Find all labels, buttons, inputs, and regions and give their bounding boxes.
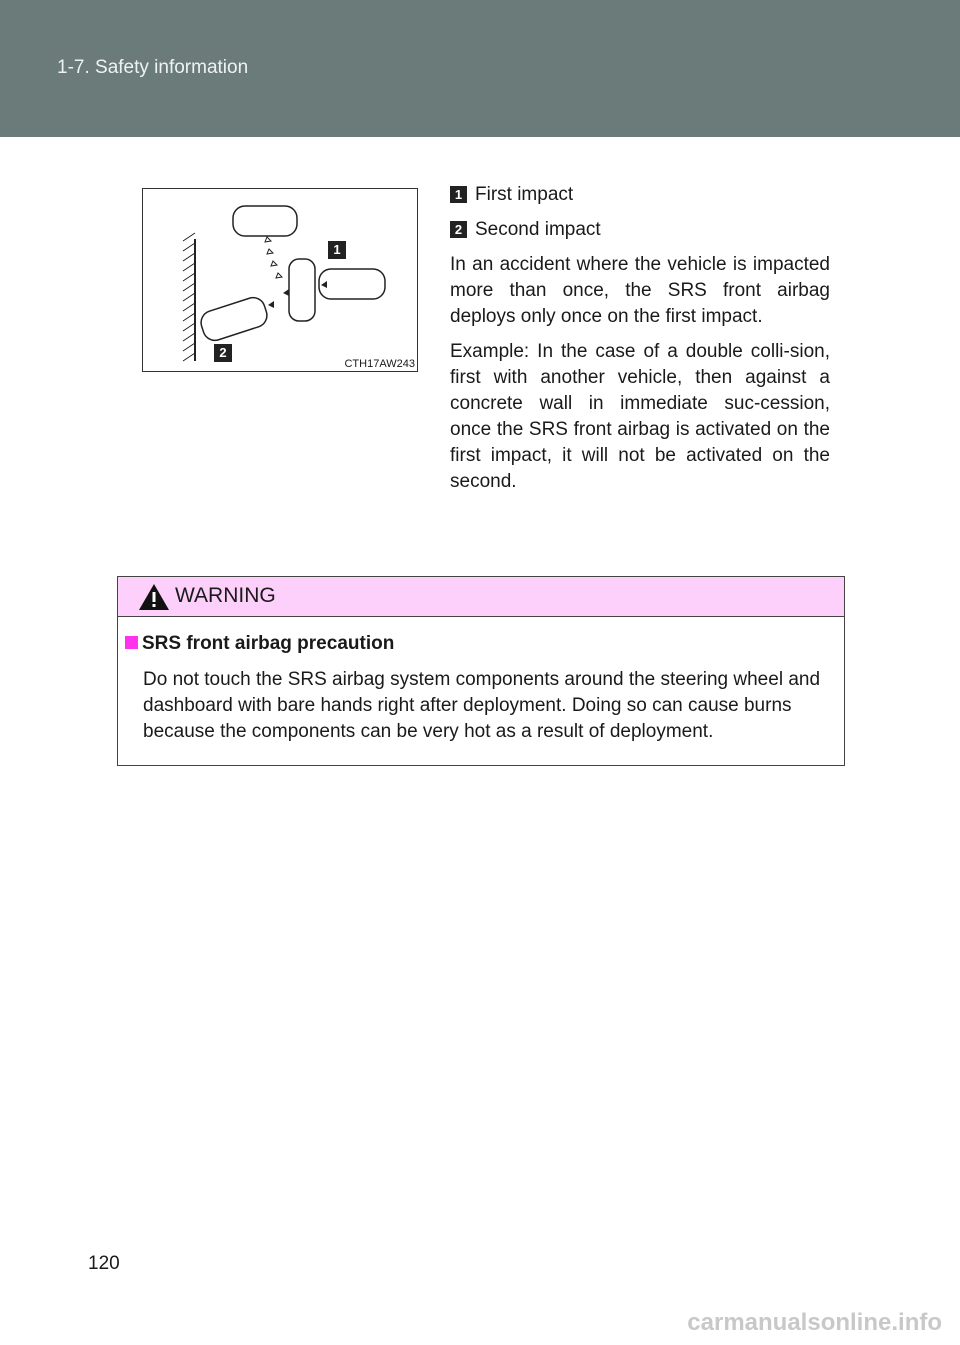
collision-drawing [143,189,417,371]
page-number: 120 [88,1253,120,1274]
badge-second-impact: 2 [214,344,232,362]
section-title: 1-7. Safety information [57,57,249,78]
warning-header [118,577,844,617]
warning-triangle-icon [138,583,170,611]
paragraph: In an accident where the vehicle is impacted more than once, the SRS front airbag deploys only once on the first impact. [450,254,830,327]
square-bullet-icon [125,636,138,649]
warning-body: Do not touch the SRS airbag system components around the steering wheel and dashboard with bare hands right after deployment. Doing so can cause burns because the components can be very hot as a result of deployment. [143,669,821,742]
legend-label: First impact [475,184,574,205]
figure-code: CTH17AW243 [344,358,415,370]
warning-box [117,576,845,766]
legend-label: Second impact [475,219,601,240]
text-column [450,182,830,504]
warning-title: WARNING [175,584,276,607]
collision-illustration [142,188,418,372]
legend-item [450,217,830,243]
number-badge: 2 [450,221,467,238]
warning-heading [125,633,394,655]
watermark: carmanualsonline.info [687,1309,942,1336]
page-header [0,0,960,137]
badge-first-impact: 1 [328,241,346,259]
legend-item [450,182,830,208]
number-badge: 1 [450,186,467,203]
warning-heading-text: SRS front airbag precaution [142,633,395,654]
paragraph: Example: In the case of a double colli-sion, first with another vehicle, then against a concrete wall in immediate suc-cession, once the SRS front airbag is activated on the first impact, it will not be activated on the second. [450,341,830,492]
